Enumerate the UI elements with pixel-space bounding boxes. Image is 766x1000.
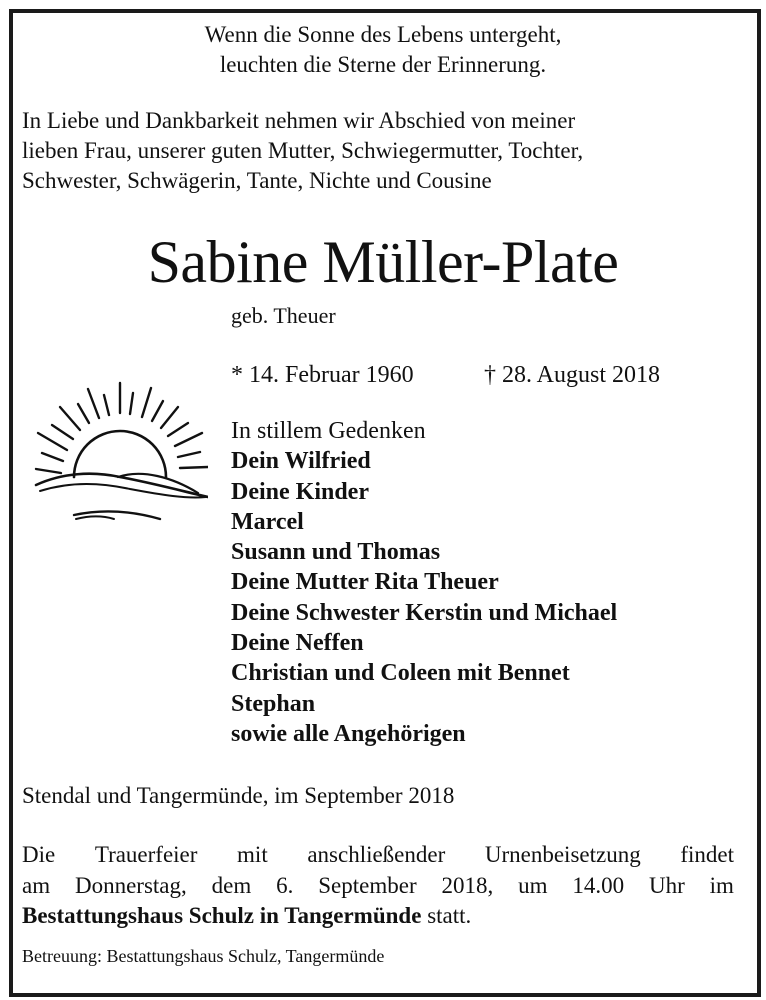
- motto-line-1: Wenn die Sonne des Lebens untergeht,: [204, 22, 562, 47]
- mourner-item: Deine Kinder: [231, 478, 369, 505]
- service-word: anschließender: [307, 842, 446, 867]
- service-word: Trauerfeier: [94, 842, 198, 867]
- service-word: Uhr: [649, 872, 685, 898]
- mourner-item: Deine Schwester Kerstin und Michael: [231, 599, 618, 626]
- birth-date: * 14. Februar 1960: [231, 362, 414, 388]
- service-word: um: [518, 872, 548, 898]
- care-note: Betreuung: Bestattungshaus Schulz, Tangermünde: [22, 946, 385, 966]
- service-word: 6.: [276, 872, 294, 898]
- service-word: im: [709, 872, 734, 898]
- service-word: September: [318, 872, 417, 898]
- intro-line-3: Schwester, Schwägerin, Tante, Nichte und Cousine: [22, 168, 492, 193]
- motto: [0, 20, 766, 80]
- sunset-over-hills-icon: [22, 373, 208, 529]
- service-suffix: statt.: [427, 903, 472, 928]
- intro-line-2: lieben Frau, unserer guten Mutter, Schwiegermutter, Tochter,: [22, 138, 584, 163]
- intro-text: [22, 106, 732, 196]
- service-word: dem: [211, 872, 252, 898]
- service-word: am: [22, 872, 51, 898]
- service-word: mit: [237, 842, 268, 867]
- service-line-2: [22, 871, 734, 902]
- death-date: † 28. August 2018: [484, 362, 661, 388]
- mourner-item: Dein Wilfried: [231, 448, 371, 475]
- mourner-item: Stephan: [231, 690, 316, 717]
- mourner-item: sowie alle Angehörigen: [231, 720, 466, 747]
- mourner-item: Marcel: [231, 508, 304, 535]
- mourner-item: Deine Mutter Rita Theuer: [231, 569, 499, 596]
- service-word: 2018,: [441, 872, 494, 898]
- mourner-item: Christian und Coleen mit Bennet: [231, 660, 570, 687]
- place-and-date: Stendal und Tangermünde, im September 2018: [22, 783, 455, 808]
- mourners-list: [231, 416, 617, 749]
- deceased-name: Sabine Müller-Plate: [147, 229, 619, 295]
- service-venue: Bestattungshaus Schulz in Tangermünde: [22, 903, 422, 928]
- intro-line-1: In Liebe und Dankbarkeit nehmen wir Abschied von meiner: [22, 108, 576, 133]
- mourner-item: Susann und Thomas: [231, 539, 441, 566]
- service-word: 14.00: [572, 872, 625, 898]
- service-word: Donnerstag,: [74, 872, 187, 898]
- service-line-1: [22, 840, 734, 871]
- mourners-lead: In stillem Gedenken: [231, 418, 426, 444]
- birth-name: geb. Theuer: [231, 303, 336, 328]
- service-word: Urnenbeisetzung: [484, 842, 641, 867]
- funeral-service-notice: [22, 840, 734, 932]
- life-dates: [231, 360, 661, 390]
- service-line-3: [22, 901, 734, 932]
- service-word: Die: [22, 842, 56, 867]
- motto-line-2: leuchten die Sterne der Erinnerung.: [219, 52, 547, 77]
- service-word: findet: [680, 842, 734, 867]
- mourner-item: Deine Neffen: [231, 630, 364, 657]
